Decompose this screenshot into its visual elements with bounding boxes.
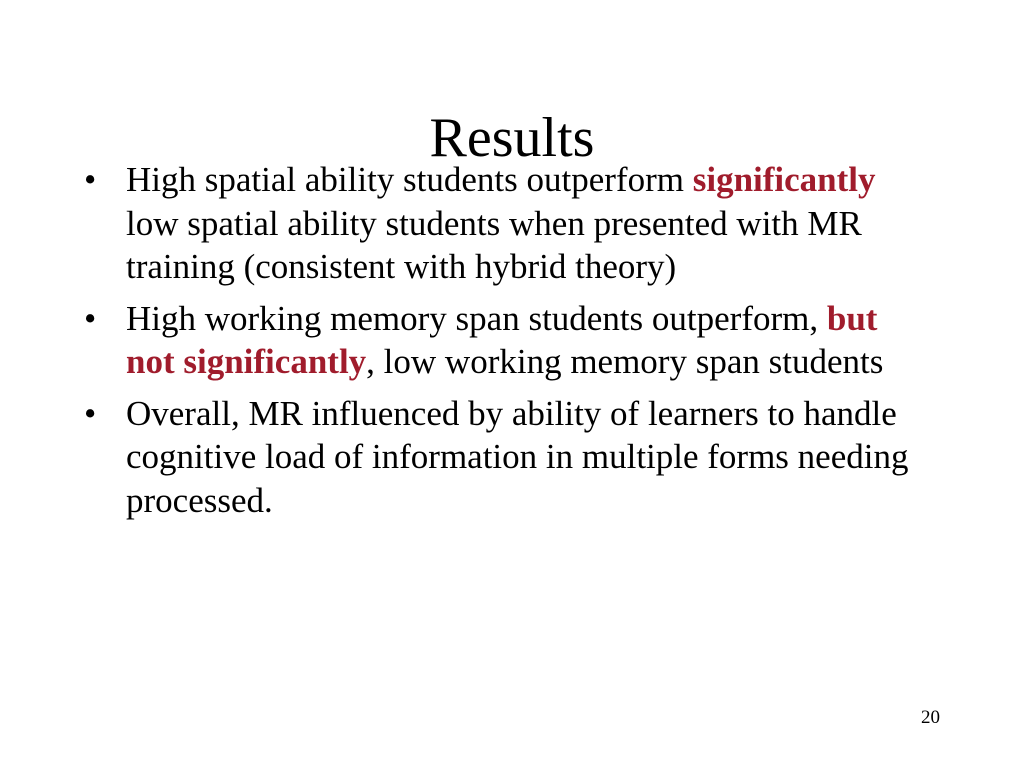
bullet-text: , low working memory span students <box>366 342 884 381</box>
bullet-dot-icon: • <box>84 160 97 199</box>
bullet-list <box>84 158 934 530</box>
bullet-item <box>84 297 934 384</box>
bullet-dot-icon: • <box>84 393 97 433</box>
bullet-text: High working memory span students outperform, <box>126 298 827 338</box>
bullet-item <box>84 158 934 289</box>
bullet-emphasis: significantly <box>692 160 876 199</box>
bullet-text: Overall, MR influenced by ability of learners to handle cognitive load of information in multiple forms needing processed. <box>126 393 909 520</box>
bullet-dot-icon: • <box>84 298 97 338</box>
bullet-item <box>84 392 934 523</box>
slide-title: Results <box>429 106 595 169</box>
bullet-text: High spatial ability students outperform <box>126 160 693 199</box>
bullet-emphasis: but not significantly <box>126 298 878 381</box>
bullet-text: low spatial ability students when presented with MR training (consistent with hybrid theory) <box>126 203 862 286</box>
page-number: 20 <box>921 707 940 728</box>
